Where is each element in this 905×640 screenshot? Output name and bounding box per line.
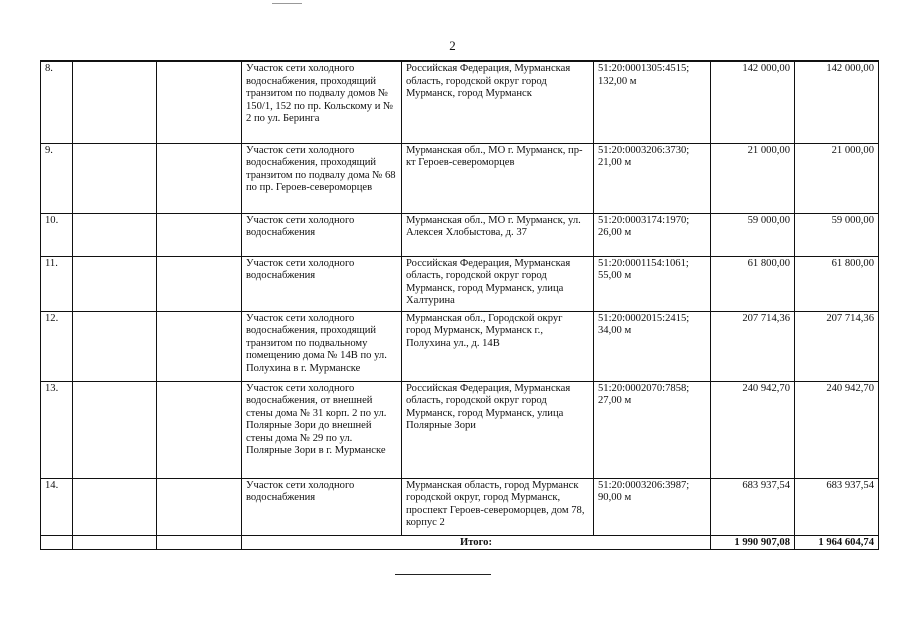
empty-cell bbox=[73, 311, 157, 381]
empty-cell bbox=[73, 256, 157, 311]
object-address: Российская Федерация, Мурманская область, городской округ город Мурманск, город Мурманск, улица Халтурина bbox=[402, 256, 594, 311]
value-2: 240 942,70 bbox=[795, 381, 879, 478]
row-number: 14. bbox=[41, 478, 73, 535]
empty-cell bbox=[157, 381, 242, 478]
value-2: 21 000,00 bbox=[795, 143, 879, 213]
object-name: Участок сети холодного водоснабжения bbox=[242, 256, 402, 311]
table-row bbox=[41, 143, 879, 213]
cadastral-number: 51:20:0001154:1061; 55,00 м bbox=[594, 256, 711, 311]
table-row bbox=[41, 61, 879, 143]
empty-cell bbox=[73, 61, 157, 143]
value-1: 207 714,36 bbox=[711, 311, 795, 381]
cadastral-number: 51:20:0002070:7858; 27,00 м bbox=[594, 381, 711, 478]
empty-cell bbox=[73, 478, 157, 535]
end-divider bbox=[395, 574, 491, 575]
value-2: 59 000,00 bbox=[795, 213, 879, 256]
row-number: 8. bbox=[41, 61, 73, 143]
object-name: Участок сети холодного водоснабжения, от внешней стены дома № 31 корп. 2 по ул. Полярные Зори до внешней стены дома № 29 по ул. Полярные Зори в г. Мурманске bbox=[242, 381, 402, 478]
total-value-1: 1 990 907,08 bbox=[711, 535, 795, 550]
value-2: 207 714,36 bbox=[795, 311, 879, 381]
empty-cell bbox=[157, 311, 242, 381]
table-row bbox=[41, 478, 879, 535]
object-address: Мурманская обл., МО г. Мурманск, пр-кт Героев-североморцев bbox=[402, 143, 594, 213]
table-row bbox=[41, 213, 879, 256]
object-address: Российская Федерация, Мурманская область, городской округ город Мурманск, город Мурманск, улица Полярные Зори bbox=[402, 381, 594, 478]
total-row bbox=[41, 535, 879, 550]
value-1: 59 000,00 bbox=[711, 213, 795, 256]
value-1: 240 942,70 bbox=[711, 381, 795, 478]
value-2: 61 800,00 bbox=[795, 256, 879, 311]
value-2: 142 000,00 bbox=[795, 61, 879, 143]
row-number: 13. bbox=[41, 381, 73, 478]
cadastral-number: 51:20:0001305:4515; 132,00 м bbox=[594, 61, 711, 143]
table-row bbox=[41, 381, 879, 478]
empty-cell bbox=[41, 535, 73, 550]
empty-cell bbox=[73, 535, 157, 550]
table-row bbox=[41, 256, 879, 311]
cadastral-number: 51:20:0003174:1970; 26,00 м bbox=[594, 213, 711, 256]
table-row bbox=[41, 311, 879, 381]
object-address: Мурманская область, город Мурманск городской округ, город Мурманск, проспект Героев-североморцев, дом 78, корпус 2 bbox=[402, 478, 594, 535]
object-name: Участок сети холодного водоснабжения, проходящий транзитом по подвалу домов № 150/1, 152 по пр. Кольскому и № 2 по ул. Беринга bbox=[242, 61, 402, 143]
property-table bbox=[40, 60, 879, 550]
object-address: Российская Федерация, Мурманская область, городской округ город Мурманск, город Мурманск bbox=[402, 61, 594, 143]
row-number: 11. bbox=[41, 256, 73, 311]
object-name: Участок сети холодного водоснабжения bbox=[242, 213, 402, 256]
object-address: Мурманская обл., МО г. Мурманск, ул. Алексея Хлобыстова, д. 37 bbox=[402, 213, 594, 256]
total-value-2: 1 964 604,74 bbox=[795, 535, 879, 550]
object-name: Участок сети холодного водоснабжения, проходящий транзитом по подвалу дома № 68 по пр. Героев-североморцев bbox=[242, 143, 402, 213]
value-1: 142 000,00 bbox=[711, 61, 795, 143]
empty-cell bbox=[157, 478, 242, 535]
empty-cell bbox=[73, 143, 157, 213]
row-number: 10. bbox=[41, 213, 73, 256]
page-number: 2 bbox=[449, 38, 456, 53]
empty-cell bbox=[157, 143, 242, 213]
value-1: 683 937,54 bbox=[711, 478, 795, 535]
total-label: Итого: bbox=[242, 535, 711, 550]
empty-cell bbox=[157, 256, 242, 311]
empty-cell bbox=[157, 61, 242, 143]
empty-cell bbox=[157, 535, 242, 550]
cadastral-number: 51:20:0003206:3987; 90,00 м bbox=[594, 478, 711, 535]
object-name: Участок сети холодного водоснабжения bbox=[242, 478, 402, 535]
object-name: Участок сети холодного водоснабжения, проходящий транзитом по подвальному помещению дома № 14В по ул. Полухина в г. Мурманске bbox=[242, 311, 402, 381]
cadastral-number: 51:20:0002015:2415; 34,00 м bbox=[594, 311, 711, 381]
value-1: 61 800,00 bbox=[711, 256, 795, 311]
object-address: Мурманская обл., Городской округ город Мурманск, Мурманск г., Полухина ул., д. 14В bbox=[402, 311, 594, 381]
empty-cell bbox=[73, 213, 157, 256]
row-number: 9. bbox=[41, 143, 73, 213]
empty-cell bbox=[157, 213, 242, 256]
cadastral-number: 51:20:0003206:3730; 21,00 м bbox=[594, 143, 711, 213]
row-number: 12. bbox=[41, 311, 73, 381]
value-1: 21 000,00 bbox=[711, 143, 795, 213]
empty-cell bbox=[73, 381, 157, 478]
top-edge-mark bbox=[272, 0, 302, 4]
value-2: 683 937,54 bbox=[795, 478, 879, 535]
